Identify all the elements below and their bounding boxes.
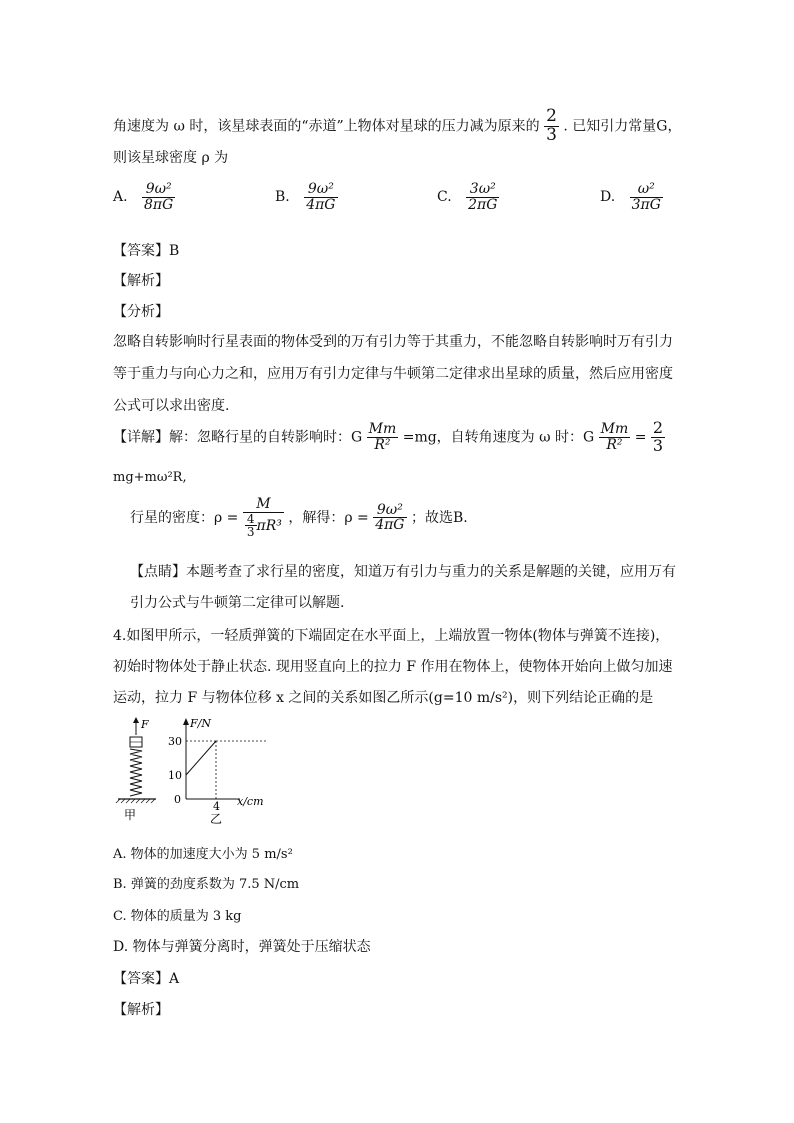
q3-answer: 【答案】B xyxy=(113,243,180,259)
option-num: 3ω² xyxy=(469,181,496,197)
fraction-four-thirds xyxy=(245,513,257,539)
frac-num: M xyxy=(256,496,271,512)
option-fraction xyxy=(630,182,663,212)
frac-den xyxy=(243,512,284,539)
frac-den: R² xyxy=(599,437,631,453)
graph-line xyxy=(186,741,216,775)
option-fraction xyxy=(304,182,337,212)
q4-line2: 初始时物体处于静止状态. 现用竖直向上的拉力 F 作用在物体上，使物体开始向上做匀加速 xyxy=(113,659,673,675)
option-num: 9ω² xyxy=(307,181,334,197)
q4-option-b: B. 弹簧的劲度系数为 7.5 N/cm xyxy=(113,877,300,892)
frac-den: 3 xyxy=(546,124,557,145)
q4-option-c: C. 物体的质量为 3 kg xyxy=(113,909,242,924)
tick-30: 30 xyxy=(168,735,182,748)
y-axis-label: F/N xyxy=(190,717,211,730)
q3-line2: 则该星球密度 ρ 为 xyxy=(113,150,229,166)
q4-option-a: A. 物体的加速度大小为 5 m/s² xyxy=(113,847,293,862)
q3-comment-line1: 【点睛】本题考查了求行星的密度，知道万有引力与重力的关系是解题的关键，应用万有 xyxy=(130,564,676,580)
q3-comment-line2: 引力公式与牛顿第二定律可以解题. xyxy=(130,595,345,611)
q3-fenxi-heading: 【分析】 xyxy=(113,304,169,320)
frac-num: 2 xyxy=(546,106,557,126)
label-yi: 乙 xyxy=(210,812,223,825)
detail-text-b: =mg，自转角速度为 ω 时：G xyxy=(402,429,595,446)
frac-den: R² xyxy=(367,437,399,453)
option-label: D. xyxy=(600,189,616,206)
x-axis-label: x/cm xyxy=(237,795,264,808)
equals-sign: = xyxy=(634,429,647,446)
q3-option-b xyxy=(275,182,338,212)
spring-diagram xyxy=(116,717,156,822)
q3-para-line3: 公式可以求出密度. xyxy=(113,398,230,414)
pi-r3: πR³ xyxy=(256,517,282,534)
q3-option-a xyxy=(113,182,175,212)
q3-para-line2: 等于重力与向心力之和，应用万有引力定律与牛顿第二定律求出星球的质量，然后应用密度 xyxy=(113,366,673,382)
force-label: F xyxy=(141,718,149,731)
fraction-two-thirds xyxy=(544,108,559,145)
q3-detail-line2: mg+mω²R, xyxy=(113,470,187,485)
q3-detail-line1 xyxy=(113,420,665,455)
frac-den: 4πG xyxy=(375,517,405,534)
q4-analysis-heading: 【解析】 xyxy=(113,1002,169,1018)
option-fraction xyxy=(466,182,499,212)
option-den: 3πG xyxy=(631,196,661,213)
q4-line3: 运动，拉力 F 与物体位移 x 之间的关系如图乙所示(g=10 m/s²)，则下列结论正确的是 xyxy=(113,690,654,706)
tick-4: 4 xyxy=(213,800,220,813)
density-text-b: ，解得：ρ = xyxy=(288,509,369,526)
option-num: ω² xyxy=(637,181,655,197)
q4-answer: 【答案】A xyxy=(113,971,180,987)
q4-option-d: D. 物体与弹簧分离时，弹簧处于压缩状态 xyxy=(113,939,371,955)
q4-figure xyxy=(110,715,280,825)
fraction-mm-r2-second xyxy=(599,422,631,452)
option-label: C. xyxy=(437,189,452,206)
force-arrow-head xyxy=(133,717,139,723)
option-den: 2πG xyxy=(468,196,498,213)
option-label: B. xyxy=(275,189,290,206)
fraction-density-result xyxy=(373,503,406,533)
density-text-c: ；故选B. xyxy=(410,509,468,526)
detail-text-a: 【详解】解：忽略行星的自转影响时：G xyxy=(113,429,363,446)
label-jia: 甲 xyxy=(124,808,137,822)
tick-10: 10 xyxy=(168,769,182,782)
q3-analysis-heading: 【解析】 xyxy=(113,273,169,289)
q3-line1-end: . 已知引力常量G， xyxy=(563,118,682,135)
spring-coil xyxy=(130,749,142,796)
option-fraction xyxy=(142,182,175,212)
option-label: A. xyxy=(113,189,128,206)
density-text-a: 行星的密度：ρ = xyxy=(130,509,239,526)
frac-den: 3 xyxy=(246,525,255,540)
q3-density-line xyxy=(130,497,468,539)
option-den: 8πG xyxy=(144,196,174,213)
q3-line1-text: 角速度为 ω 时，该星球表面的“赤道”上物体对星球的压力减为原来的 xyxy=(113,118,540,135)
option-den: 4πG xyxy=(306,196,336,213)
fraction-density xyxy=(243,497,284,539)
y-axis-arrow xyxy=(183,718,189,725)
frac-num: Mm xyxy=(600,421,629,438)
q3-para-line1: 忽略自转影响时行星表面的物体受到的万有引力等于其重力，不能忽略自转影响时万有引力 xyxy=(113,334,673,350)
q4-line1: 4.如图甲所示，一轻质弹簧的下端固定在水平面上，上端放置一物体(物体与弹簧不连接)， xyxy=(113,628,670,644)
q3-option-c xyxy=(437,182,499,212)
frac-num: Mm xyxy=(368,421,397,438)
force-displacement-graph xyxy=(168,717,266,825)
option-num: 9ω² xyxy=(145,181,172,197)
frac-num: 2 xyxy=(652,418,664,437)
frac-num: 9ω² xyxy=(376,501,403,518)
q3-line1 xyxy=(113,108,681,145)
tick-origin: 0 xyxy=(174,793,181,806)
fraction-mm-r2 xyxy=(367,422,399,452)
frac-num: 4 xyxy=(246,511,255,526)
q3-option-d xyxy=(600,182,663,212)
frac-den: 3 xyxy=(652,435,664,455)
fraction-two-thirds-detail xyxy=(651,420,665,455)
